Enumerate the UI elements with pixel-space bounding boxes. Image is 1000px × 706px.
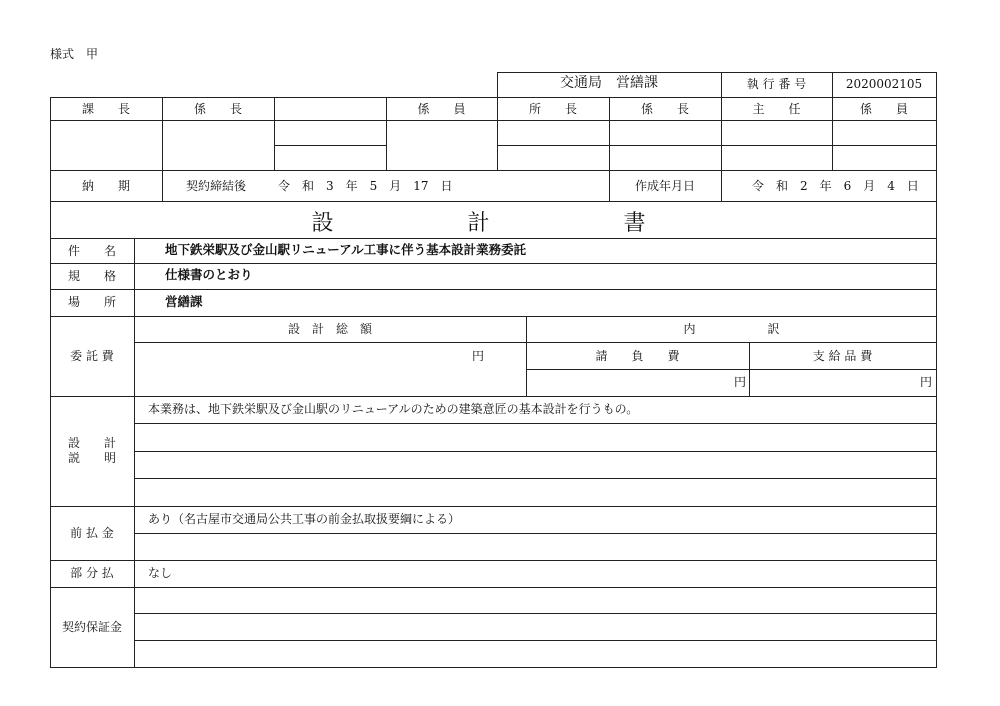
subject-value: 地下鉄栄駅及び金山駅リニューアル工事に伴う基本設計業務委託	[165, 242, 527, 257]
contract-yen: 円	[734, 375, 747, 389]
spec-value: 仕様書のとおり	[165, 267, 253, 282]
exec-number-label: 執 行 番 号	[746, 77, 807, 91]
spec-label: 規 格	[67, 269, 116, 283]
supply-yen: 円	[920, 375, 933, 389]
approval-header: 所 長	[528, 102, 577, 116]
approval-header: 係 長	[193, 102, 242, 116]
fee-label: 委 託 費	[70, 349, 114, 363]
exec-number: 2020002105	[845, 77, 923, 91]
design-description: 本業務は、地下鉄栄駅及び金山駅のリニューアルのための建築意匠の基本設計を行うもの。	[148, 402, 639, 416]
approval-header: 係 長	[640, 102, 689, 116]
subject-label: 件 名	[67, 244, 116, 258]
approval-header: 課 長	[81, 102, 130, 116]
place-label: 場 所	[67, 295, 116, 309]
design-label-2: 説 明	[68, 451, 117, 465]
advance-value: あり（名古屋市交通局公共工事の前金払取扱要綱による）	[148, 512, 461, 526]
contract-after-label: 契約締結後	[186, 179, 247, 193]
contract-fee-label: 請 負 費	[595, 349, 680, 363]
department-name: 交通局 営繕課	[560, 75, 658, 91]
document-title: 設 計 書	[311, 211, 676, 236]
approval-header: 主 任	[752, 102, 801, 116]
created-date-label: 作成年月日	[634, 179, 695, 193]
partial-value: なし	[148, 566, 173, 580]
approval-header: 係 員	[859, 102, 908, 116]
partial-label: 部 分 払	[70, 566, 114, 580]
place-value: 営繕課	[165, 294, 203, 309]
total-fee-label: 設 計 総 額	[287, 322, 372, 336]
created-date: 令 和 2 年 6 月 4 日	[752, 179, 919, 193]
supply-fee-label: 支 給 品 費	[812, 349, 873, 363]
total-yen: 円	[472, 349, 485, 363]
advance-label: 前 払 金	[70, 526, 114, 540]
design-label-1: 設 計	[68, 436, 117, 450]
deadline-label: 納 期	[81, 179, 130, 193]
deadline-date: 令 和 3 年 5 月 17 日	[278, 179, 453, 193]
approval-header: 係 員	[417, 102, 466, 116]
form-label: 様式 甲	[50, 47, 99, 61]
breakdown-label: 内 訳	[683, 322, 780, 336]
guarantee-label: 契約保証金	[61, 620, 122, 634]
